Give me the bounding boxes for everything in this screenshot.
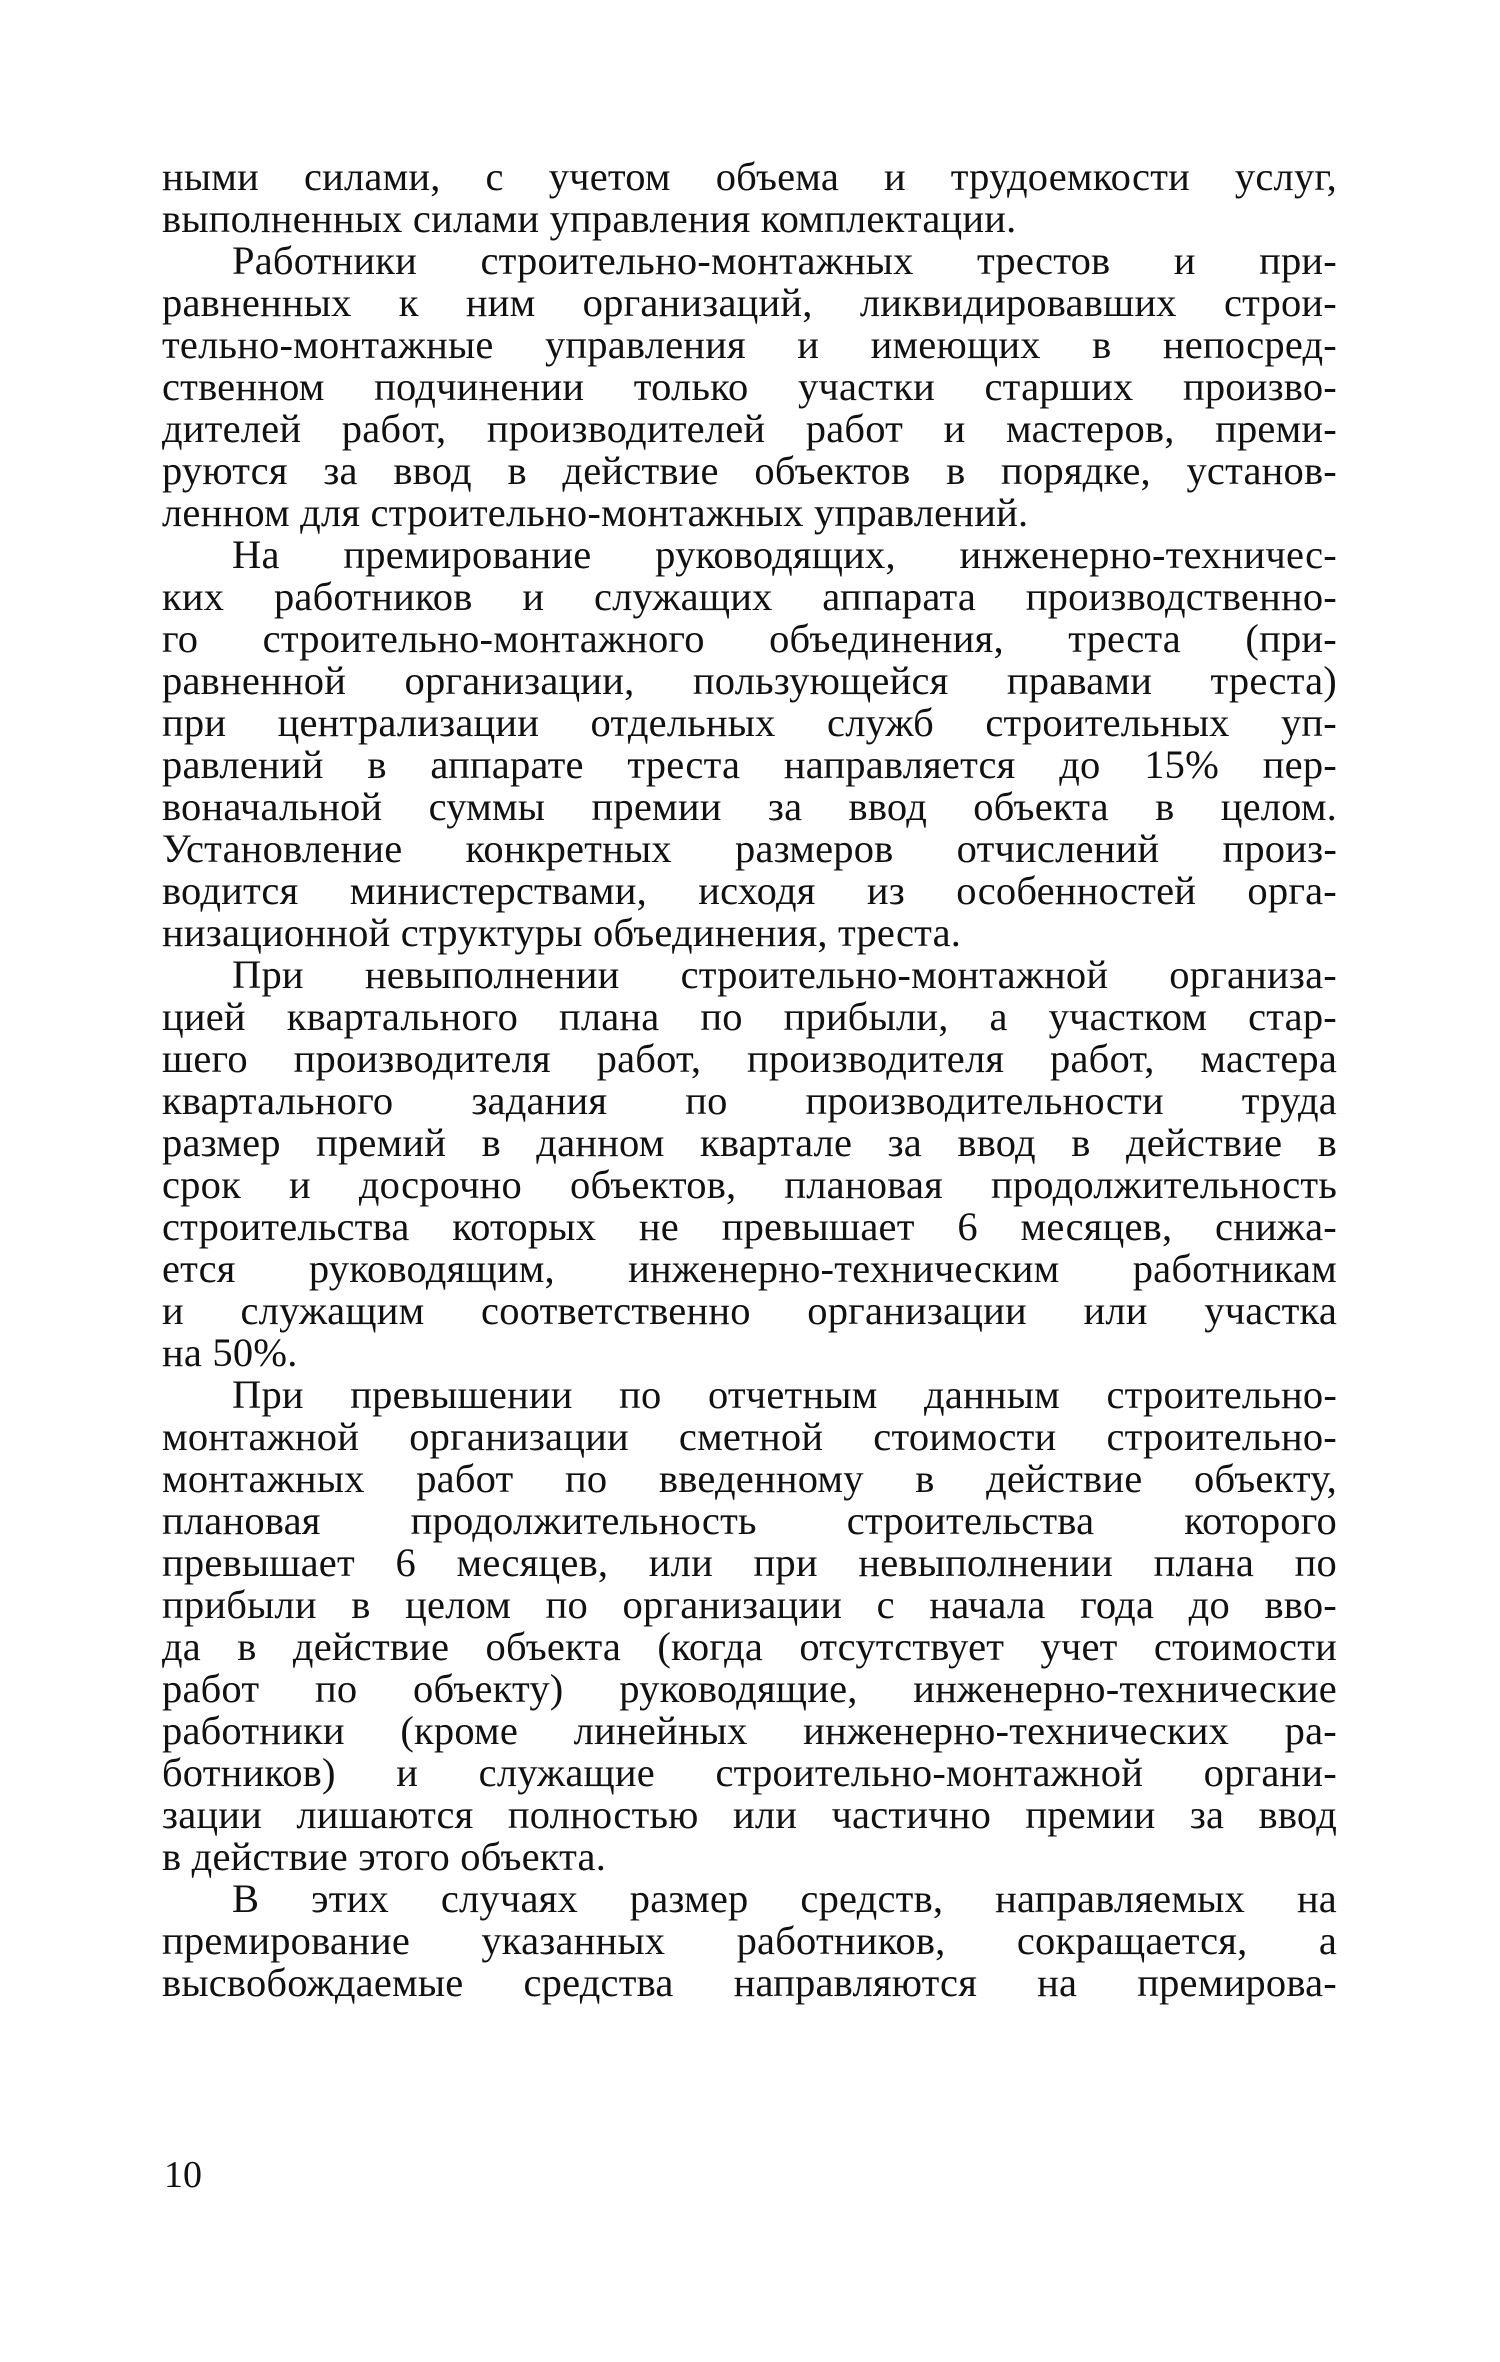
text-line: при централизации отдельных служб строительных уп-: [162, 700, 1337, 745]
text-line: зации лишаются полностью или частично премии за ввод: [162, 1792, 1337, 1837]
text-line: цией квартального плана по прибыли, а участком стар-: [162, 994, 1337, 1039]
paragraph-6: [162, 1878, 1337, 2004]
paragraph-3: [162, 534, 1337, 954]
text-line: низационной структуры объединения, треста.: [162, 910, 962, 955]
text-line: водится министерствами, исходя из особенностей орга-: [162, 868, 1337, 913]
text-line: строительства которых не превышает 6 месяцев, снижа-: [162, 1204, 1337, 1249]
text-line: на 50%.: [162, 1330, 298, 1375]
text-line: плановая продолжительность строительства которого: [162, 1498, 1337, 1543]
text-line: превышает 6 месяцев, или при невыполнении плана по: [162, 1540, 1337, 1585]
text-line: руются за ввод в действие объектов в порядке, установ-: [162, 448, 1337, 493]
text-line: выполненных силами управления комплектации.: [162, 196, 1017, 241]
text-line: Работники строительно-монтажных трестов и при-: [232, 238, 1337, 283]
text-line: работники (кроме линейных инженерно-технических ра-: [162, 1708, 1337, 1753]
text-line: равненной организации, пользующейся правами треста): [162, 658, 1337, 703]
text-line: ленном для строительно-монтажных управлений.: [162, 490, 1029, 535]
text-line: квартального задания по производительности труда: [162, 1078, 1337, 1123]
text-line: и служащим соответственно организации или участка: [162, 1288, 1337, 1333]
paragraph-2: [162, 240, 1337, 534]
text-line: размер премий в данном квартале за ввод в действие в: [162, 1120, 1337, 1165]
text-line: ется руководящим, инженерно-техническим работникам: [162, 1246, 1337, 1291]
text-line: равлений в аппарате треста направляется до 15% пер-: [162, 742, 1337, 787]
text-line: равненных к ним организаций, ликвидировавших строи-: [162, 280, 1337, 325]
text-line: При превышении по отчетным данным строительно-: [232, 1372, 1337, 1417]
text-line: прибыли в целом по организации с начала года до вво-: [162, 1582, 1337, 1627]
text-line: монтажной организации сметной стоимости строительно-: [162, 1414, 1337, 1459]
text-line: срок и досрочно объектов, плановая продолжительность: [162, 1162, 1337, 1207]
text-line: да в действие объекта (когда отсутствует учет стоимости: [162, 1624, 1337, 1669]
document-body: [162, 156, 1337, 2004]
text-line: Установление конкретных размеров отчислений произ-: [162, 826, 1337, 871]
page-number: 10: [164, 2154, 202, 2196]
paragraph-4: [162, 954, 1337, 1374]
text-line: воначальной суммы премии за ввод объекта в целом.: [162, 784, 1337, 829]
text-line: высвобождаемые средства направляются на премирова-: [162, 1960, 1337, 2005]
text-line: шего производителя работ, производителя работ, мастера: [162, 1036, 1337, 1081]
text-line: При невыполнении строительно-монтажной организа-: [232, 952, 1337, 997]
text-line: работ по объекту) руководящие, инженерно-технические: [162, 1666, 1337, 1711]
text-line: На премирование руководящих, инженерно-техничес-: [232, 532, 1337, 577]
text-line: тельно-монтажные управления и имеющих в непосред-: [162, 322, 1337, 367]
text-line: премирование указанных работников, сокращается, а: [162, 1918, 1337, 1963]
text-line: монтажных работ по введенному в действие объекту,: [162, 1456, 1337, 1501]
text-line: ными силами, с учетом объема и трудоемкости услуг,: [162, 154, 1337, 199]
text-line: дителей работ, производителей работ и мастеров, преми-: [162, 406, 1337, 451]
text-line: в действие этого объекта.: [162, 1834, 607, 1879]
text-line: ботников) и служащие строительно-монтажной органи-: [162, 1750, 1337, 1795]
paragraph-1: [162, 156, 1337, 240]
text-line: го строительно-монтажного объединения, треста (при-: [162, 616, 1337, 661]
text-line: В этих случаях размер средств, направляемых на: [232, 1876, 1337, 1921]
text-line: ственном подчинении только участки старших произво-: [162, 364, 1337, 409]
paragraph-5: [162, 1374, 1337, 1878]
text-line: ких работников и служащих аппарата производственно-: [162, 574, 1337, 619]
